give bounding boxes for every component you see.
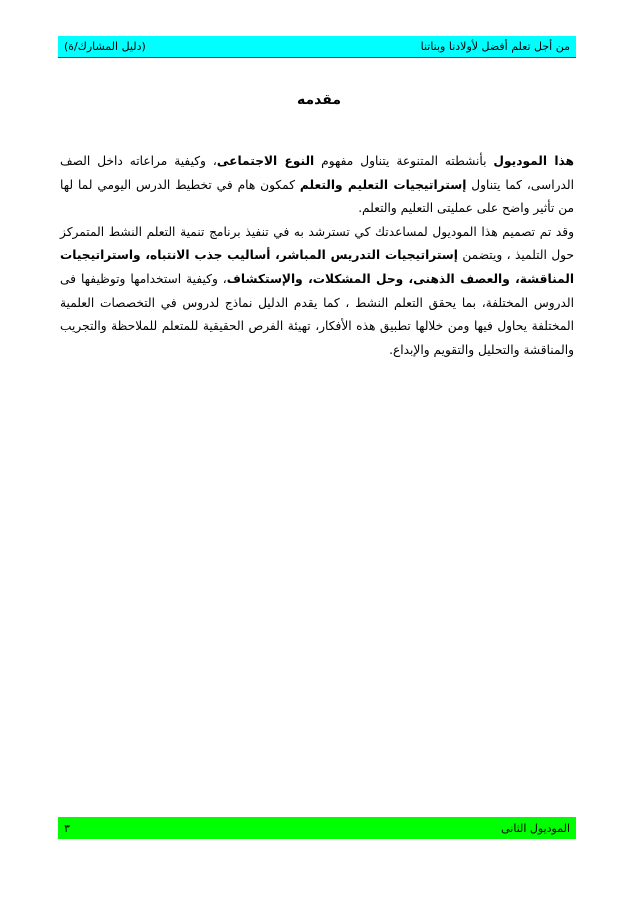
p1-bold-3: إستراتيجيات التعليم والتعلم bbox=[299, 177, 467, 192]
p1-text-2: ، وكيفية مراعاته داخل الصف الدراسى، كما يتناول bbox=[60, 154, 574, 192]
paragraph-2 bbox=[60, 221, 574, 363]
p1-text-3: كمكون هام في تخطيط الدرس اليومي لما لها من تأثير واضح على عمليتى التعليم والتعلم. bbox=[60, 177, 574, 216]
p1-bold-1: هذا الموديول bbox=[493, 154, 574, 168]
page-title: مقدمه bbox=[297, 92, 341, 108]
page-footer bbox=[58, 817, 576, 839]
header-slogan: من أجل تعلم أفضل لأولادنا وبناتنا bbox=[420, 40, 570, 53]
header-guide-label: (دليل المشارك/ة) bbox=[64, 40, 146, 53]
page-number: ٣ bbox=[64, 821, 70, 835]
p2-text-2: ، وكيفية استخدامها وتوظيفها فى الدروس المختلفة، بما يحقق التعلم النشط ، كما يقدم الدليل نماذج لدروس في التخصصات العلمية المختلفة يحاول فيها ومن خلالها تطبيق هذه الأفكار، تهيئة الفرص الحقيقية للمتعلم للملاحظة والتجريب والمناقشة والتحليل والتقويم والإبداع. bbox=[60, 271, 574, 357]
p1-bold-2: النوع الاجتماعى bbox=[216, 154, 315, 168]
paragraph-1 bbox=[60, 150, 574, 221]
body-text bbox=[60, 150, 574, 362]
p2-text-1: وقد تم تصميم هذا الموديول لمساعدتك كي تسترشد به في تنفيذ برنامج تنمية التعلم النشط المتمركز حول التلميذ ، ويتضمن bbox=[60, 224, 574, 263]
p2-bold-1: إستراتيجيات التدريس المباشر، أساليب جذب الانتباه، واستراتيجيات المناقشة، والعصف الذهنى، وحل المشكلات، والإستكشاف bbox=[60, 248, 574, 286]
page-header bbox=[58, 36, 576, 58]
footer-module-label: الموديول الثانى bbox=[501, 821, 570, 835]
p1-text-1: بأنشطته المتنوعة يتناول مفهوم bbox=[314, 154, 494, 168]
